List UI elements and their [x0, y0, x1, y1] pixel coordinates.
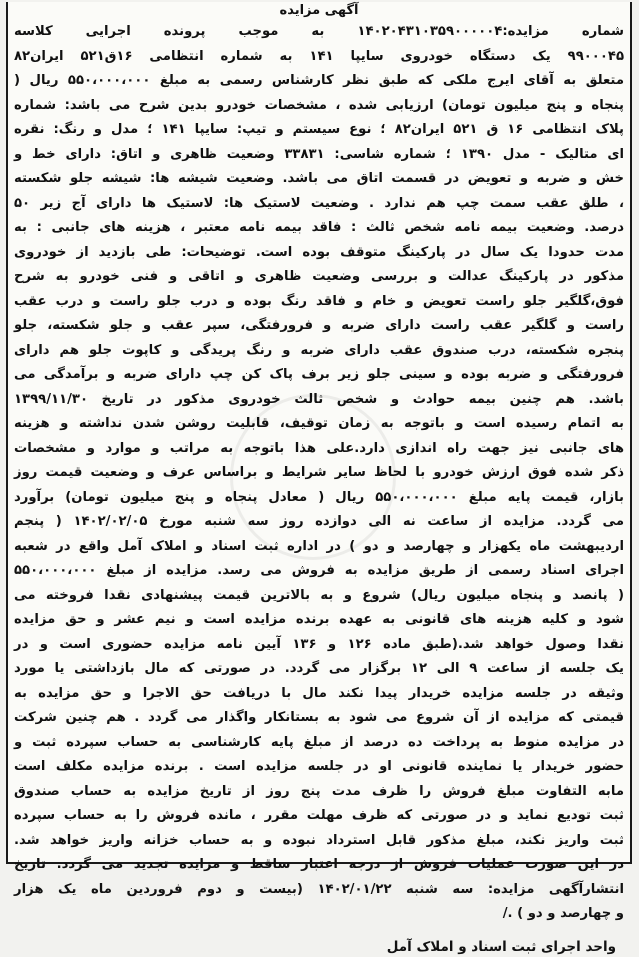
notice-line: ثبت تودیع نماید و در صورتی که ظرف مهلت مقرر ، مانده فروش را به حساب سپرده — [14, 808, 624, 823]
notice-line: خش و ضربه و تعویض در قسمت اتاق می باشد. وضعیت شیشه ها: شیشه جلو شکسته — [14, 171, 624, 186]
notice-line: مدت حدودا یک سال در پارکینگ متوقف بوده است. توضیحات: طی بازدید از خودروی — [14, 244, 624, 260]
notice-line: فرورفتگی و ضربه بوده و سینی جلو زیر برف پاک کن چپ دارای ضربه و برآمدگی می — [14, 367, 624, 382]
notice-footer: واحد اجرای ثبت اسناد و املاک آمل — [386, 938, 616, 955]
notice-line: قیمتی که مزایده از آن شروع می شود به بستانکار واگذار می گردد . هم چنین شرکت — [14, 710, 624, 725]
notice-line: اردیبهشت ماه یکهزار و چهارصد و دو ) در اداره ثبت اسناد و املاک آمل واقع در شعبه — [14, 538, 624, 554]
notice-line: باشد. هم چنین بیمه حوادث و شخص ثالث خودروی مذکور در تاریخ ۱۳۹۹/۱۱/۳۰ — [14, 391, 624, 407]
notice-line: شماره مزایده:۱۴۰۲۰۴۳۱۰۳۵۹۰۰۰۰۰۴ به موجب پرونده اجرایی کلاسه — [14, 24, 625, 39]
notice-line: مابه التفاوت مبلغ فروش را ظرف مدت پنج روز از تاریخ مزایده به حساب صندوق — [14, 783, 624, 799]
notice-line: انتشارآگهی مزایده: سه شنبه ۱۴۰۲/۰۱/۲۲ (بیست و دوم فروردین ماه یک هزار — [14, 881, 624, 897]
notice-line: در این صورت عملیات فروش از درجه اعتبار ساقط و مزایده تجدید می گردد. تاریخ — [14, 857, 624, 872]
notice-line: در مزایده منوط به پرداخت ده درصد از مبلغ پایه کارشناسی به حساب سپرده ثبت و — [14, 734, 624, 750]
notice-line: ( پانصد و پنجاه میلیون ریال) شروع و به بالاترین قیمت پیشنهادی نقدا فروخته می — [14, 587, 624, 603]
auction-notice — [6, 2, 632, 955]
notice-line: ای متالیک - مدل ۱۳۹۰ ؛ شماره شاسی: ۳۳۸۳۱ وضعیت ظاهری و اتاق: دارای خط و — [14, 146, 625, 162]
notice-line: حضور خریدار یا نماینده قانونی او در جلسه مزایده است . برنده مزایده مکلف است — [14, 759, 624, 774]
notice-line: ثبت واریز نکند، مبلغ مذکور قابل استرداد نبوده و به حساب خزانه واریز خواهد شد. — [14, 832, 624, 848]
notice-line: پنجره شکسته، درب صندوق عقب دارای ضربه و رنگ پریدگی و کاپوت جلو هم دارای — [14, 342, 624, 358]
notice-line: پنجاه و پنج میلیون تومان) ارزیابی شده ، مشخصات خودرو بدین شرح می باشد: شماره — [14, 97, 624, 113]
notice-line: پلاک انتظامی ۱۶ ق ۵۲۱ ایران۸۲ ؛ نوع سیستم و تیپ: سایپا ۱۴۱ ؛ مدل و رنگ: نقره — [14, 122, 625, 137]
notice-line: ، طلق عقب سمت چپ هم ندارد . وضعیت لاستیک ها: لاستیک ها دارای آج زیر ۵۰ — [14, 195, 624, 211]
notice-line: راست و گلگیر عقب راست دارای ضربه و فرورفتگی، سپر عقب و جلو شکسته، جلو — [14, 318, 624, 333]
notice-line: بازار، قیمت پایه مبلغ ۵۵۰،۰۰۰،۰۰۰ ریال ( معادل پنجاه و پنج میلیون تومان) برآورد — [14, 489, 625, 505]
notice-line: درصد. وضعیت بیمه نامه شخص ثالث : فاقد بیمه نامه معتبر ، هزینه های جانبی : به — [14, 220, 624, 235]
notice-line: مذکور در پارکینگ عدالت و بررسی وضعیت ظاهری و اتاقی و فنی خودرو به شرح — [14, 269, 624, 284]
notice-line: اجرای اسناد رسمی از طریق مزایده به فروش می رسد. مزایده از مبلغ ۵۵۰،۰۰۰،۰۰۰ — [14, 563, 624, 578]
notice-line: ۹۹۰۰۰۴۵ یک دستگاه خودروی سایپا ۱۴۱ به شماره انتظامی ۱۶ق۵۲۱ ایران۸۲ — [14, 48, 624, 64]
notice-line: های جانبی نیز جهت راه اندازی دارد.علی هذا باتوجه به مراتب و موارد و مشخصات — [14, 440, 624, 456]
notice-line: متعلق به آقای ایرج ملکی که طبق نظر کارشناس رسمی به مبلغ ۵۵۰،۰۰۰،۰۰۰ ریال ( — [14, 73, 624, 88]
notice-line: شود و کلیه هزینه های قانونی به عهده برنده مزایده است و نیم عشر و حق مزایده — [14, 612, 624, 627]
notice-line: ذکر شده فوق ارزش خودرو با لحاظ سایر شرایط و براساس عرف و وضعیت قیمت روز — [14, 465, 624, 480]
notice-line: یک جلسه از ساعت ۹ الی ۱۲ برگزار می گردد. در صورتی که مال بازداشتی یا مورد — [14, 661, 624, 676]
notice-line: نقدا وصول خواهد شد.(طبق ماده ۱۲۶ و ۱۳۶ آیین نامه مزایده حضوری است و در — [14, 636, 624, 652]
notice-body — [14, 20, 624, 927]
notice-title: آگهی مزایده — [279, 3, 359, 18]
notice-line: می گردد. مزایده از ساعت نه الی دوازده روز سه شنبه مورخ ۱۴۰۲/۰۲/۰۵ ( پنجم — [14, 514, 625, 529]
notice-line: و چهارصد و دو ) ./ — [502, 906, 624, 921]
notice-line: به اتمام رسیده است و باتوجه به زمان توقیف، قابلیت روشن شدن نداشته و هزینه — [14, 416, 624, 431]
notice-line: فوق،گلگیر جلو راست تعویض و خام و فاقد رنگ بوده و درب جلو راست و درب عقب — [14, 293, 624, 309]
notice-line: وثیقه در جلسه مزایده خریدار پیدا نکند مال با دریافت حق الاجرا و حق مزایده به — [14, 685, 624, 701]
